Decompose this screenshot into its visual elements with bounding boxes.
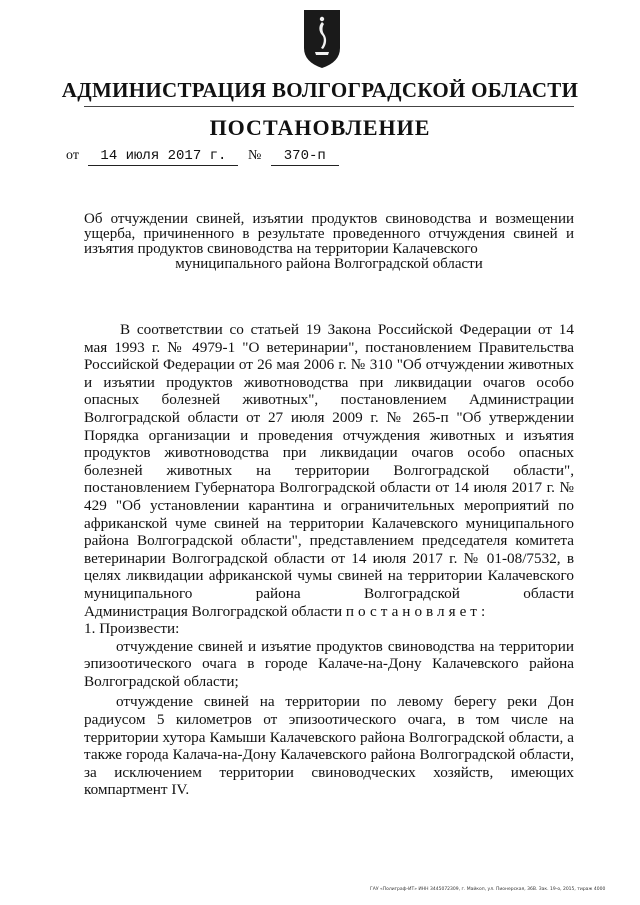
coat-of-arms-emblem xyxy=(302,8,342,70)
item-1-paragraph-a: отчуждение свиней и изъятие продуктов свиноводства на территории эпизоотического очага в городе Калаче-на-Дону Калачевского района Волгоградской области; xyxy=(84,637,574,690)
date-prefix: от xyxy=(66,148,79,163)
preamble-paragraph: В соответствии со статьей 19 Закона Российской Федерации от 14 мая 1993 г. № 4979-1 "О ветеринарии", постановлением Правительства Российской Федерации от 26 мая 2006 г. № 310 "Об отчуждении животных и изъятии продуктов животноводства при ликвидации очагов особо опасных болезней животных", постановлением Администрации Волгоградской области от 27 июля 2009 г. № 265-п "Об утверждении Порядка организации и проведения отчуждения животных и изъятия продуктов животноводства при ликвидации очагов особо опасных болезней животных на территории Волгоградской области", постановлением Губернатора Волгоградской области от 14 июля 2017 г. № 429 "Об установлении карантина и ограничительных мероприятий по африканской чуме свиней на территории Калачевского муниципального района Волгоградской области", представлением председателя комитета ветеринарии Волгоградской области от 14 июля 2017 г. № 01-08/7532, в целях ликвидации африканской чумы свиней на территории Калачевского муниципального района Волгоградской области xyxy=(84,321,574,602)
preamble-tail xyxy=(84,603,574,621)
header-divider xyxy=(84,106,574,107)
subject-line-1: Об отчуждении свиней, изъятии продуктов свиноводства и возмещении ущерба, причиненного в результате проведенного отчуждения свиней и изъятия продуктов свиноводства на территории Калачевского xyxy=(84,211,574,257)
document-number: 370-п xyxy=(271,148,339,166)
item-1-heading: 1. Произвести: xyxy=(84,620,180,638)
preamble-authority: Администрация Волгоградской области xyxy=(84,602,343,620)
emblem-icon xyxy=(302,8,342,70)
item-1-paragraph-b: отчуждение свиней на территории по левому берегу реки Дон радиусом 5 километров от эпизоотического очага, в том числе на территории хутора Камыши Калачевского района Волгоградской области, а также города Калача-на-Дону Калачевского района Волгоградской области, за исключением территории свиноводческих хозяйств, имеющих компартмент IV. xyxy=(84,693,574,799)
date-number-line xyxy=(66,148,339,166)
document-body xyxy=(84,321,574,799)
organization-title: АДМИНИСТРАЦИЯ ВОЛГОГРАДСКОЙ ОБЛАСТИ xyxy=(61,78,579,102)
document-type-title: ПОСТАНОВЛЕНИЕ xyxy=(209,115,431,140)
number-prefix: № xyxy=(247,148,262,163)
printer-imprint: ГАУ «Полиграф-ИТ» ИНН 3445072309, г. Майкоп, ул. Пионерская, 36В. Зак. 19-о, 2015, тираж 4000 xyxy=(370,887,606,892)
decree-word: постановляет: xyxy=(345,602,490,620)
subject-line-2: муниципального района Волгоградской области xyxy=(175,256,483,272)
document-subject xyxy=(84,212,574,272)
document-date: 14 июля 2017 г. xyxy=(88,148,238,166)
